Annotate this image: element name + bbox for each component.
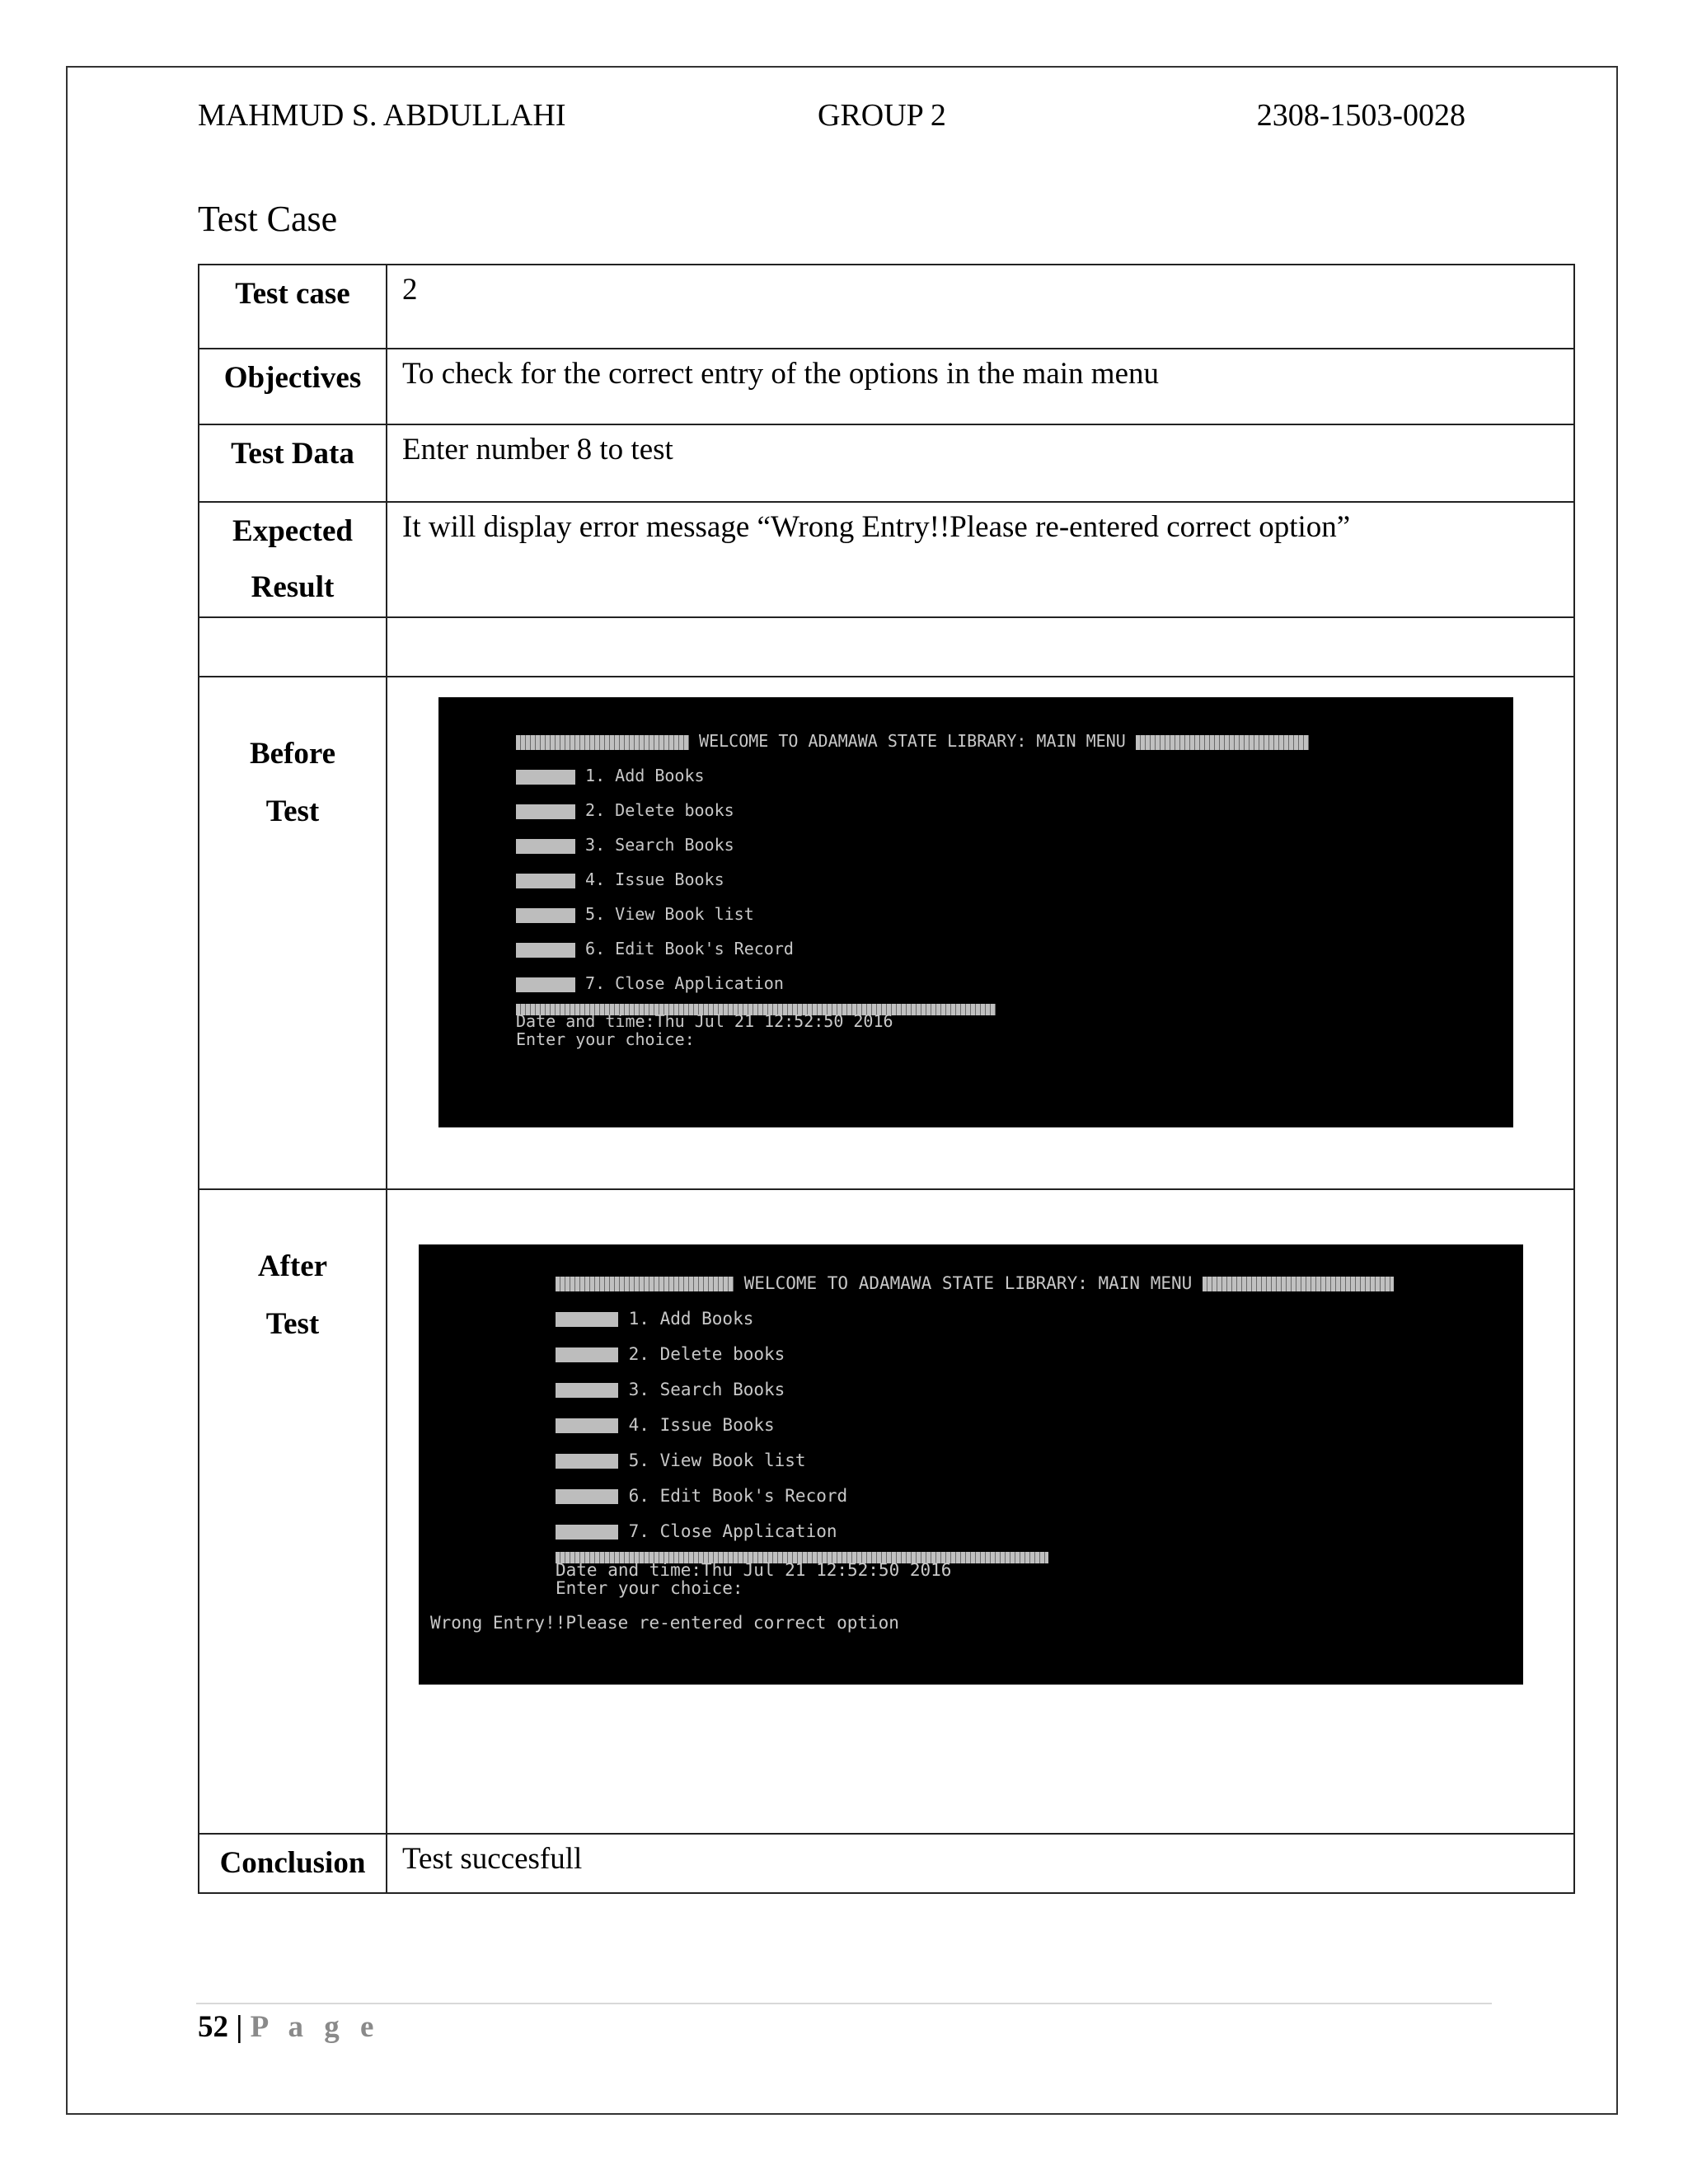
terminal-menu-item: 3. Search Books — [516, 836, 734, 854]
test-data-label: Test Data — [199, 424, 387, 502]
terminal-datetime: Date and time:Thu Jul 21 12:52:50 2016 — [516, 1011, 893, 1031]
expected-label — [199, 502, 387, 617]
terminal-menu-item: 7. Close Application — [516, 974, 784, 992]
terminal-menu-item: 1. Add Books — [556, 1310, 753, 1328]
terminal-menu-item: 4. Issue Books — [556, 1416, 775, 1434]
after-label-line2: Test — [265, 1307, 320, 1341]
terminal-menu-item: 2. Delete books — [556, 1345, 785, 1363]
after-label-line1: After — [257, 1249, 328, 1283]
header-author: MAHMUD S. ABDULLAHI — [198, 98, 566, 133]
expected-label-line1: Expected — [232, 514, 353, 548]
terminal-title: WELCOME TO ADAMAWA STATE LIBRARY: MAIN MENU — [516, 732, 1309, 750]
terminal-title: WELCOME TO ADAMAWA STATE LIBRARY: MAIN MENU — [556, 1274, 1394, 1292]
before-terminal-screenshot — [438, 697, 1513, 1127]
before-label-line2: Test — [265, 794, 320, 828]
row-empty — [199, 617, 1574, 677]
empty-label — [199, 617, 387, 677]
terminal-prompt: Enter your choice: — [516, 1029, 695, 1049]
row-test-case — [199, 265, 1574, 349]
header-group: GROUP 2 — [818, 98, 946, 133]
row-conclusion — [199, 1834, 1574, 1893]
page-number: 52 — [198, 2010, 228, 2044]
terminal-menu-item: 2. Delete books — [516, 801, 734, 819]
test-case-value: 2 — [387, 265, 1574, 349]
objectives-label: Objectives — [199, 349, 387, 424]
row-before-test — [199, 677, 1574, 1189]
expected-value: It will display error message “Wrong Entry!!Please re-entered correct option” — [387, 502, 1574, 617]
test-case-label: Test case — [199, 265, 387, 349]
page-separator: | — [236, 2010, 243, 2044]
before-screenshot-cell — [387, 677, 1574, 1189]
objectives-value: To check for the correct entry of the options in the main menu — [387, 349, 1574, 424]
terminal-menu-item: 3. Search Books — [556, 1380, 785, 1399]
terminal-menu-item: 5. View Book list — [516, 905, 754, 923]
terminal-menu-item: 5. View Book list — [556, 1451, 806, 1469]
expected-label-line2: Result — [251, 570, 335, 604]
terminal-menu-item: 7. Close Application — [556, 1522, 837, 1540]
after-screenshot-cell — [387, 1189, 1574, 1834]
conclusion-value: Test succesfull — [387, 1834, 1574, 1893]
row-objectives — [199, 349, 1574, 424]
empty-value — [387, 617, 1574, 677]
row-expected — [199, 502, 1574, 617]
section-title: Test Case — [198, 199, 338, 239]
page-footer — [198, 2009, 380, 2045]
conclusion-label: Conclusion — [199, 1834, 387, 1893]
before-label-line1: Before — [249, 737, 336, 771]
test-case-table — [198, 264, 1575, 1894]
after-terminal-screenshot — [419, 1244, 1523, 1685]
terminal-menu-item: 4. Issue Books — [516, 870, 724, 888]
terminal-datetime: Date and time:Thu Jul 21 12:52:50 2016 — [556, 1560, 952, 1580]
test-data-value: Enter number 8 to test — [387, 424, 1574, 502]
terminal-menu-item: 6. Edit Book's Record — [516, 940, 794, 958]
before-label — [199, 677, 387, 1189]
terminal-error: Wrong Entry!!Please re-entered correct option — [430, 1613, 899, 1633]
after-label — [199, 1189, 387, 1834]
terminal-menu-item: 6. Edit Book's Record — [556, 1487, 847, 1505]
terminal-prompt: Enter your choice: — [556, 1578, 743, 1598]
footer-rule — [196, 2003, 1492, 2004]
header-id: 2308-1503-0028 — [1256, 98, 1465, 133]
row-after-test — [199, 1189, 1574, 1834]
page-word: P a g e — [250, 2010, 381, 2044]
row-test-data — [199, 424, 1574, 502]
page-header — [198, 97, 1465, 138]
terminal-menu-item: 1. Add Books — [516, 766, 705, 785]
